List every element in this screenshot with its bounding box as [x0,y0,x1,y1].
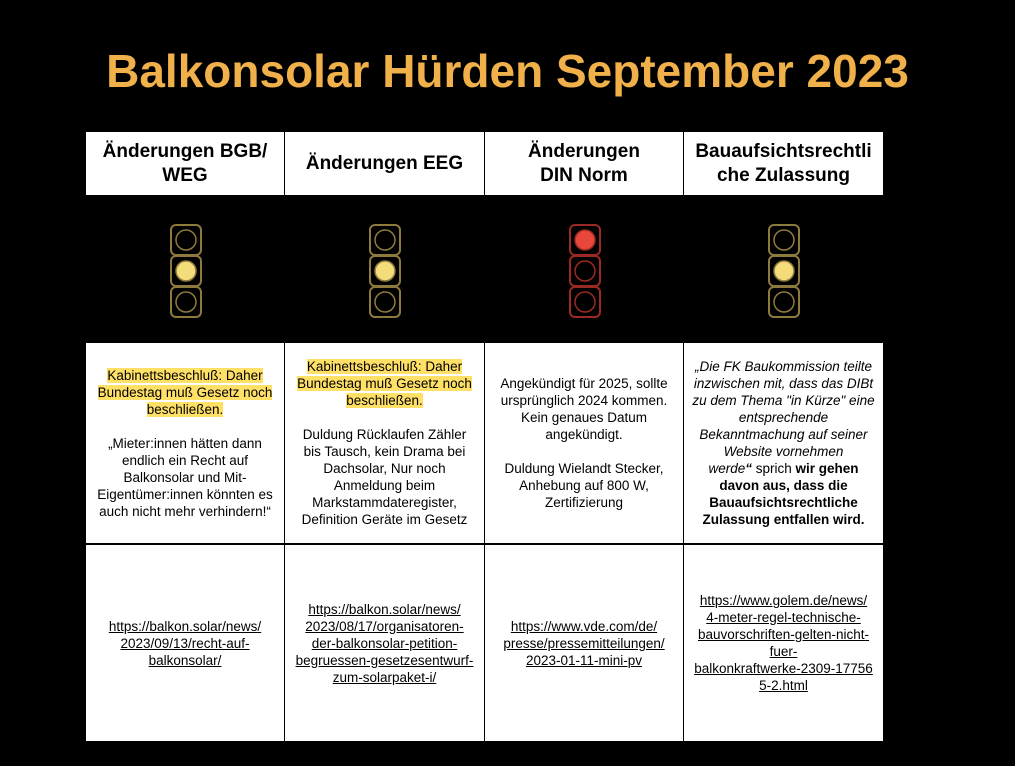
link-line[interactable]: https://www.vde.com/de/ [510,618,658,634]
text-line: Duldung Rücklaufen Zähler [302,427,467,442]
highlight-line: Kabinettsbeschluß: Daher [107,367,263,383]
text-line: " eine [840,393,875,408]
status-row [86,343,883,543]
source-link-vde[interactable] [503,618,664,669]
text-line: bis Tausch, kein Drama bei [303,444,466,459]
header-eeg [285,132,485,195]
header-line: DIN Norm [540,164,628,186]
link-line[interactable]: begruessen-gesetzesentwurf- [295,652,474,668]
link-line[interactable]: https://balkon.solar/news/ [308,601,461,617]
header-line: Änderungen EEG [305,152,464,174]
source-link-golem[interactable] [694,592,873,694]
text-line: Bekanntmachung auf seiner [699,427,868,442]
header-line: Bauaufsichtsrechtli [695,140,872,162]
link-line[interactable]: 4-meter-regel-technische- [706,610,861,625]
source-link-balkon-solar-recht[interactable] [109,618,261,669]
quote-text [97,435,273,520]
text-line: endlich ein Recht auf [121,452,249,468]
text-line: „Die FK Baukommission teilte [694,359,873,374]
text-line: angekündigt. [545,427,623,442]
text-line: Dachsolar, Nur noch [323,461,446,476]
status-cell-bauaufsicht [684,343,883,543]
text-line: Anhebung auf 800 W, [519,478,649,493]
detail-text [500,375,667,443]
header-line: Änderungen BGB/ [102,140,268,162]
traffic-light-din [485,223,684,318]
header-row [86,132,883,195]
traffic-light-bauaufsicht [684,223,883,318]
link-line[interactable]: 5-2.html [759,678,808,693]
header-line: che Zulassung [716,164,850,186]
text-line: Bauaufsichtsrechtliche [709,495,858,510]
header-line: WEG [162,164,208,186]
text-line: Duldung Wielandt Stecker, [504,461,664,476]
traffic-lights-row [86,223,883,318]
link-line[interactable]: der-balkonsolar-petition- [311,635,458,651]
text-line: entsprechende [738,410,829,425]
traffic-light-yellow-icon [169,223,203,318]
text-line: davon aus, dass die [719,478,848,493]
link-line[interactable]: zum-solarpaket-i/ [332,669,437,685]
text-line: Zulassung entfallen wird. [702,512,865,527]
highlight-line: Bundestag muß Gesetz noch [97,384,273,400]
traffic-light-bgb [86,223,285,318]
traffic-light-yellow-icon [368,223,402,318]
highlight-line: beschließen. [346,393,423,408]
text-line: Angekündigt für 2025, sollte [500,376,668,391]
header-din [485,132,684,195]
text-line: ursprünglich 2024 kommen. [500,393,668,408]
text-line: werde [708,461,746,476]
link-line[interactable]: https://balkon.solar/news/ [108,618,262,634]
highlight-line: Kabinettsbeschluß: Daher [306,359,463,374]
header-line: Änderungen [528,140,640,162]
text-line: „Mieter:innen hätten dann [108,435,262,451]
text-line: zu dem Thema " [692,393,791,408]
link-line[interactable]: balkonsolar/ [148,652,222,668]
text-line: Zertifizierung [544,495,624,510]
page-title: Balkonsolar Hürden September 2023 [106,45,909,97]
detail-text [504,460,663,511]
text-line: Definition Geräte im Gesetz [301,512,468,527]
quote-text [692,358,874,528]
text-line: sprich [751,461,796,476]
detail-text [302,426,468,528]
text-line: Eigentümer:innen könnten es [97,486,273,502]
link-line[interactable]: https://www.golem.de/news/ [699,593,868,608]
link-cell-bauaufsicht [684,544,883,741]
text-line: Balkonsolar und Mit- [123,469,247,485]
status-cell-din [485,343,684,543]
header-bgb-weg [86,132,285,195]
text-line: auch nicht mehr verhindern!“ [99,503,271,519]
text-line: Anmeldung beim [333,478,436,493]
text-line: “ [745,461,752,476]
text-line: inzwischen mit, dass das DIBt [693,376,874,391]
link-cell-bgb [86,544,285,741]
link-line[interactable]: 2023/09/13/recht-auf- [120,635,250,651]
status-cell-bgb [86,343,285,543]
link-line[interactable]: presse/pressemitteilungen/ [503,635,665,651]
highlight-line: beschließen. [146,401,224,417]
traffic-light-yellow-icon [767,223,801,318]
link-cell-din [485,544,684,741]
link-line[interactable]: 2023-01-11-mini-pv [525,652,643,668]
highlight-line: Bundestag muß Gesetz noch [297,376,472,391]
link-line[interactable]: bauvorschriften-gelten-nicht- [697,627,870,642]
link-line[interactable]: balkonkraftwerke-2309-17756 [694,661,873,676]
link-line[interactable]: fuer- [769,644,798,659]
text-line: Website vornehmen [723,444,844,459]
text-line: wir gehen [795,461,859,476]
text-line: Kein genaues Datum [520,410,648,425]
text-line: in Kürze [790,393,841,408]
traffic-light-red-icon [568,223,602,318]
source-link-balkon-solar-petition[interactable] [296,601,474,686]
link-cell-eeg [285,544,485,741]
link-line[interactable]: 2023/08/17/organisatoren- [305,618,464,634]
header-bauaufsicht [684,132,883,195]
text-line: Markstammdateregister, [312,495,457,510]
status-cell-eeg [285,343,485,543]
highlighted-note [98,367,273,418]
highlighted-note [297,358,472,409]
traffic-light-eeg [285,223,485,318]
source-links-row [86,544,883,741]
